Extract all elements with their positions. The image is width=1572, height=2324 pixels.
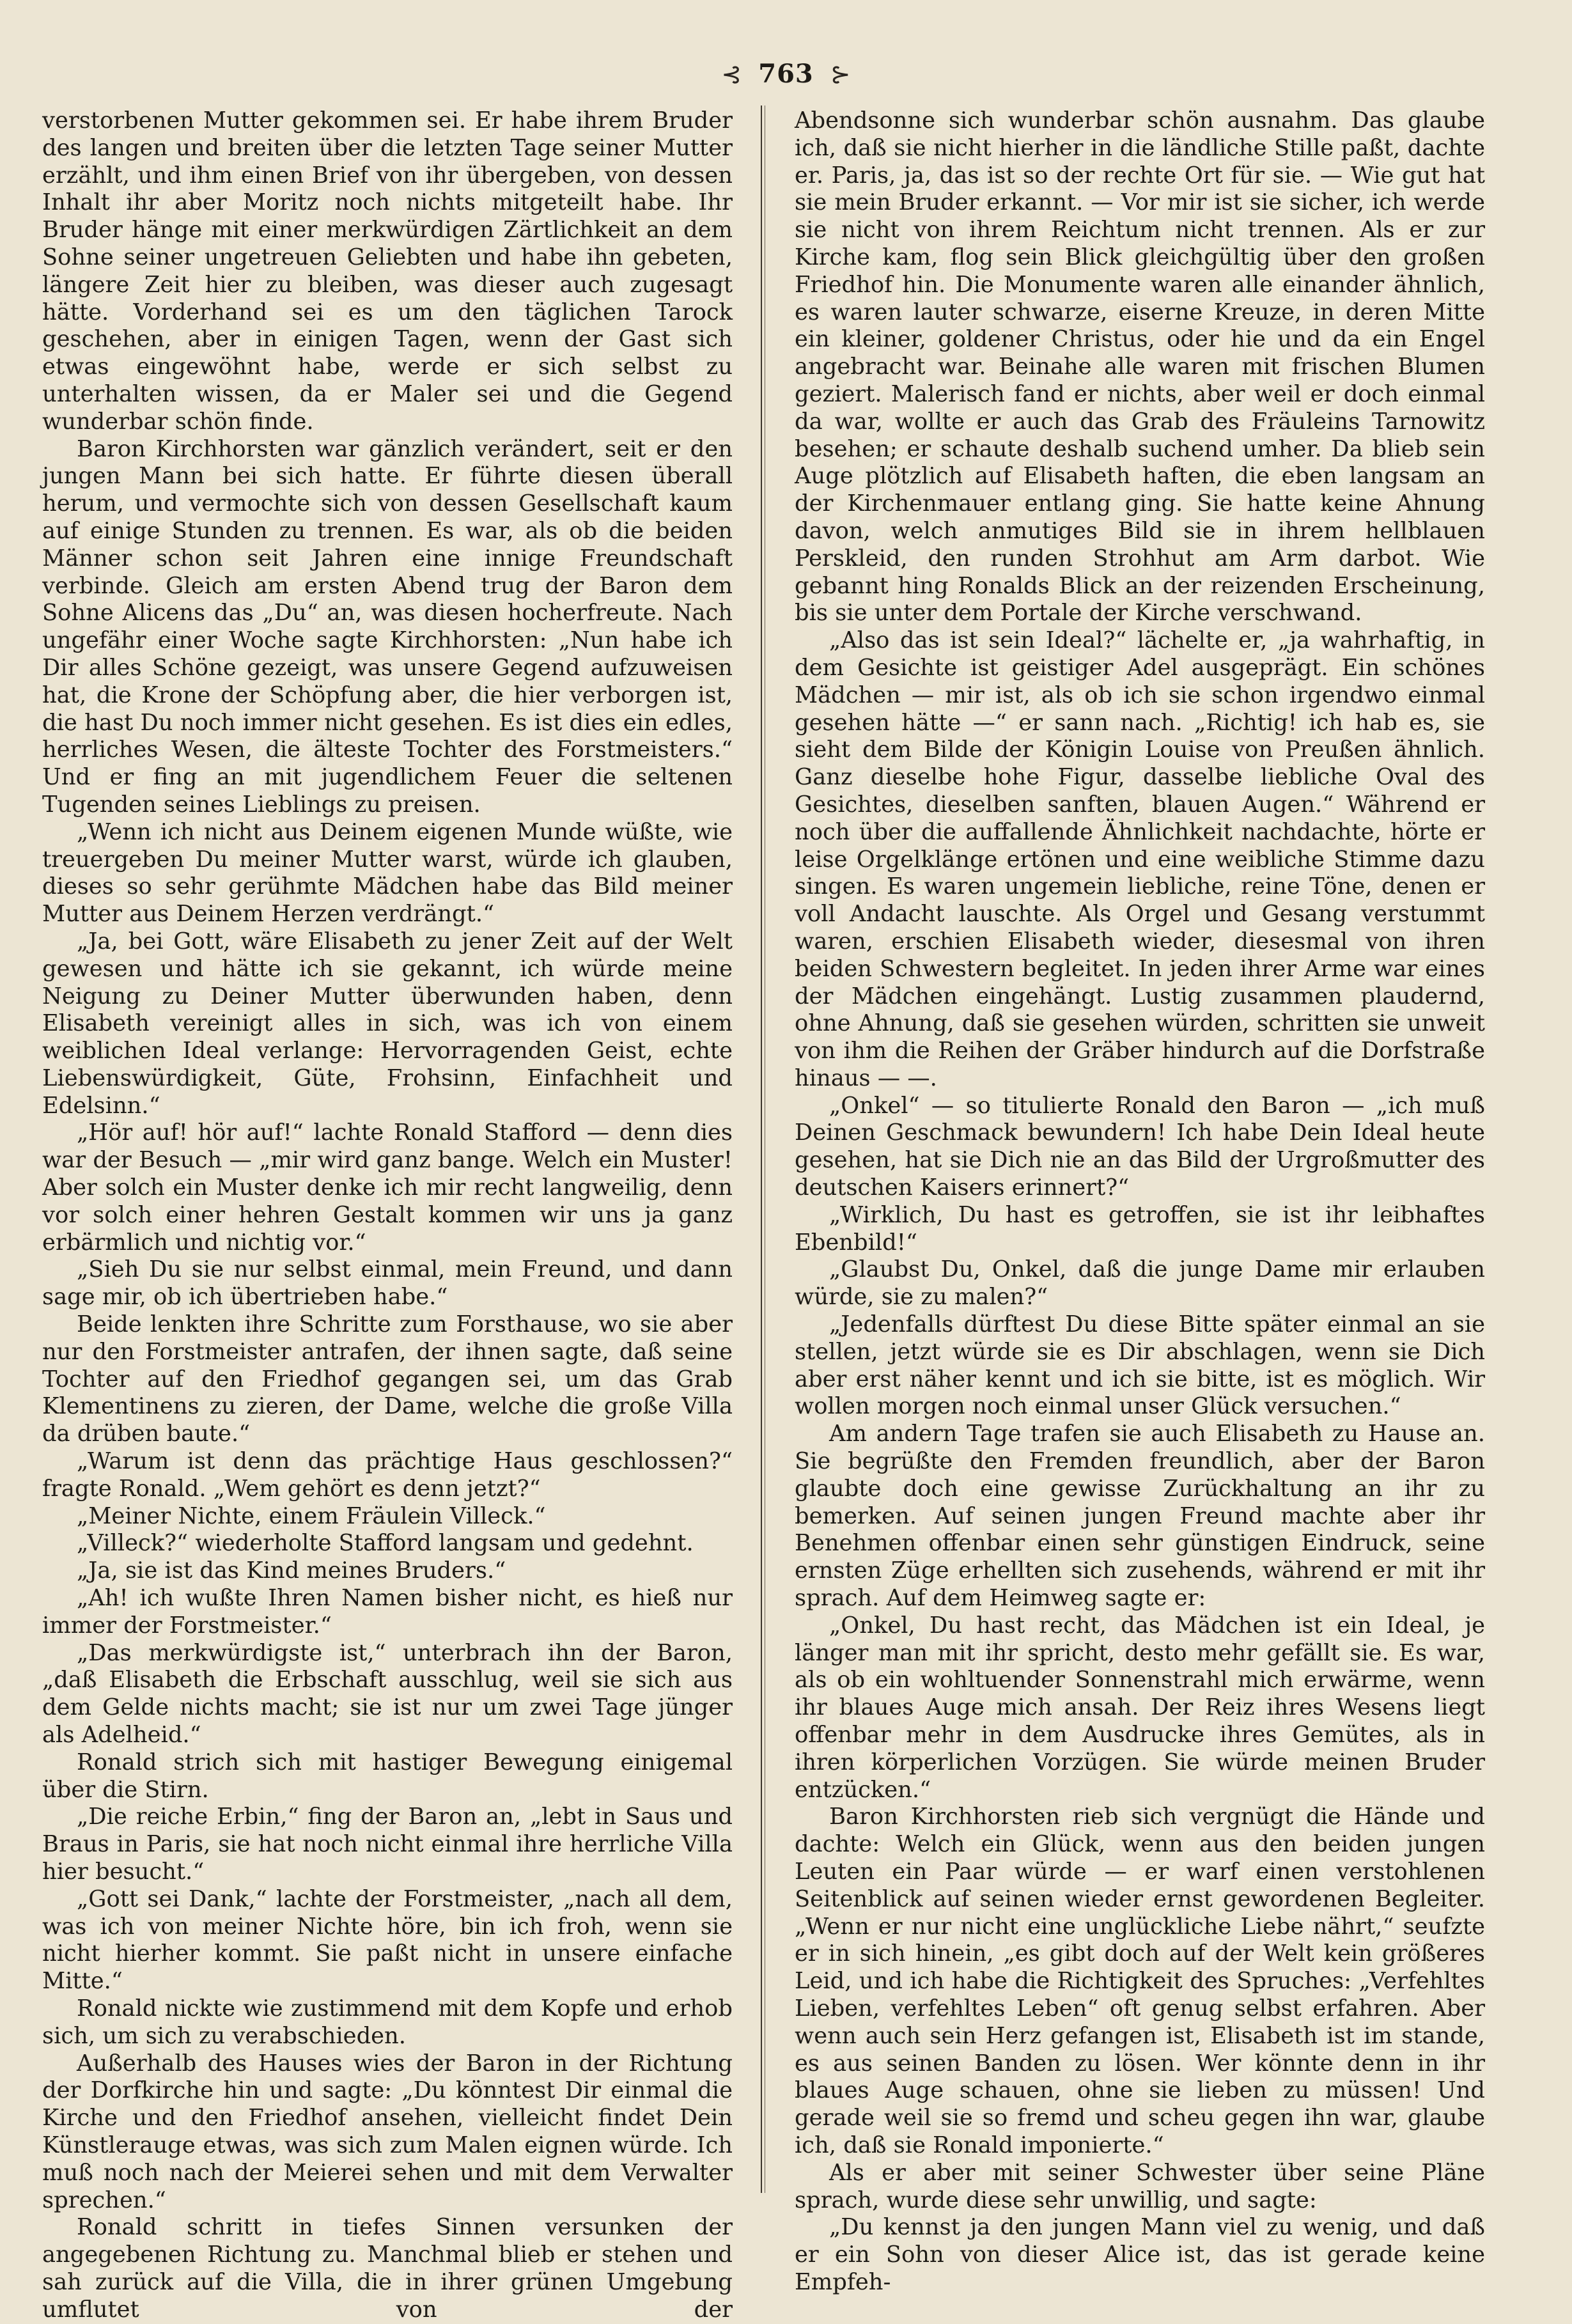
paragraph: „Onkel, Du hast recht, das Mädchen ist ein Ideal, je länger man mit ihr spricht, desto mehr gefällt sie. Es war, als ob ein wohltuender Sonnenstrahl mich erwärme, wenn ihr blaues Auge mich ansah. Der Reiz ihres Wesens liegt offenbar mehr in dem Ausdrucke ihres Gemütes, als in ihren körperlichen Vorzügen. Sie würde meinen Bruder entzücken.“ (795, 1612, 1485, 1803)
text-column-right (795, 107, 1485, 2297)
text-column-left (42, 107, 733, 2324)
paragraph: „Onkel“ — so titulierte Ronald den Baron — „ich muß Deinen Geschmack bewundern! Ich habe Dein Ideal heute gesehen, hat sie Dich nie an das Bild der Urgroßmutter des deutschen Kaisers erinnert?“ (795, 1092, 1485, 1201)
paragraph: „Ja, bei Gott, wäre Elisabeth zu jener Zeit auf der Welt gewesen und hätte ich sie gekannt, ich würde meine Neigung zu Deiner Mutter überwunden haben, denn Elisabeth vereinigt alles in sich, was ich von einem weiblichen Ideal verlange: Hervorragenden Geist, echte Liebenswürdigkeit, Güte, Frohsinn, Einfachheit und Edelsinn.“ (42, 928, 733, 1119)
paragraph: „Du kennst ja den jungen Mann viel zu wenig, und daß er ein Sohn von dieser Alice ist, das ist gerade keine Empfeh- (795, 2214, 1485, 2295)
paragraph: Ronald strich sich mit hastiger Bewegung einigemal über die Stirn. (42, 1749, 733, 1803)
paragraph: „Die reiche Erbin,“ fing der Baron an, „lebt in Saus und Braus in Paris, sie hat noch nicht einmal ihre herrliche Villa hier besucht.“ (42, 1804, 733, 1885)
paragraph: Am andern Tage trafen sie auch Elisabeth zu Hause an. Sie begrüßte den Fremden freundlich, aber der Baron glaubte doch eine gewisse Zurückhaltung an ihr zu bemerken. Auf seinen jungen Freund machte aber ihr Benehmen offenbar einen sehr günstigen Eindruck, seine ernsten Züge erhellten sich zusehends, während er mit ihr sprach. Auf dem Heimweg sagte er: (795, 1421, 1485, 1612)
paragraph: verstorbenen Mutter gekommen sei. Er habe ihrem Bruder des langen und breiten über die letzten Tage seiner Mutter erzählt, und ihm einen Brief von ihr übergeben, von dessen Inhalt ihr aber Moritz noch nichts mitgeteilt habe. Ihr Bruder hänge mit einer merkwürdigen Zärtlichkeit an dem Sohne seiner ungetreuen Geliebten und habe ihn gebeten, längere Zeit hier zu bleiben, was dieser auch zugesagt hätte. Vorderhand sei es um den täglichen Tarock geschehen, aber in einigen Tagen, wenn der Gast sich etwas eingewöhnt habe, werde er sich selbst zu unterhalten wissen, da er Maler sei und die Gegend wunderbar schön finde. (42, 107, 733, 435)
paragraph: Beide lenkten ihre Schritte zum Forsthause, wo sie aber nur den Forstmeister antrafen, der ihnen sagte, daß seine Tochter auf den Friedhof gegangen sei, um das Grab Klementinens zu zieren, der Dame, welche die große Villa da drüben baute.“ (42, 1311, 733, 1447)
paragraph: „Meiner Nichte, einem Fräulein Villeck.“ (77, 1502, 546, 1529)
paragraph: „Warum ist denn das prächtige Haus geschlossen?“ fragte Ronald. „Wem gehört es denn jetzt?“ (42, 1448, 733, 1502)
paragraph: Ronald nickte wie zustimmend mit dem Kopfe und erhob sich, um sich zu verabschieden. (42, 1995, 733, 2049)
paragraph: „Das merkwürdigste ist,“ unterbrach ihn der Baron, „daß Elisabeth die Erbschaft ausschlug, weil sie sich aus dem Gelde nichts macht; sie ist nur um zwei Tage jünger als Adelheid.“ (42, 1639, 733, 1749)
page-header (0, 59, 1572, 89)
paragraph: „Wenn ich nicht aus Deinem eigenen Munde wüßte, wie treuergeben Du meiner Mutter warst, würde ich glauben, dieses so sehr gerühmte Mädchen habe das Bild meiner Mutter aus Deinem Herzen verdrängt.“ (42, 818, 733, 928)
paragraph: Baron Kirchhorsten rieb sich vergnügt die Hände und dachte: Welch ein Glück, wenn aus den beiden jungen Leuten ein Paar würde — er warf einen verstohlenen Seitenblick auf seinen wieder ernst gewordenen Begleiter. „Wenn er nur nicht eine unglückliche Liebe nährt,“ seufzte er in sich hinein, „es gibt doch auf der Welt kein größeres Leid, und ich habe die Richtigkeit des Spruches: „Verfehltes Lieben, verfehltes Leben“ oft genug selbst erfahren. Aber wenn auch sein Herz gefangen ist, Elisabeth ist im stande, es aus seinen Banden zu lösen. Wer könnte denn in ihr blaues Auge schauen, ohne sie lieben zu müssen! Und gerade weil sie so fremd und scheu gegen ihn war, glaube ich, daß sie Ronald imponierte.“ (795, 1804, 1485, 2158)
paragraph: „Hör auf! hör auf!“ lachte Ronald Stafford — denn dies war der Besuch — „mir wird ganz bange. Welch ein Muster! Aber solch ein Muster denke ich mir recht langweilig, denn vor solch einer hehren Gestalt kommen wir uns ja ganz erbärmlich und nichtig vor.“ (42, 1119, 733, 1256)
paragraph: Abendsonne sich wunderbar schön ausnahm. Das glaube ich, daß sie nicht hierher in die ländliche Stille paßt, dachte er. Paris, ja, das ist so der rechte Ort für sie. — Wie gut hat sie mein Bruder erkannt. — Vor mir ist sie sicher, ich werde sie nicht von ihrem Reichtum nicht trennen. Als er zur Kirche kam, flog sein Blick gleichgültig über den großen Friedhof hin. Die Monumente waren alle einander ähnlich, es waren lauter schwarze, eiserne Kreuze, in deren Mitte ein kleiner, goldener Christus, oder hie und da ein Engel angebracht war. Beinahe alle waren mit frischen Blumen geziert. Malerisch fand er nichts, aber weil er doch einmal da war, wollte er auch das Grab des Fräuleins Tarnowitz besehen; er schaute deshalb suchend umher. Da blieb sein Auge plötzlich auf Elisabeth haften, die eben langsam an der Kirchenmauer entlang ging. Sie hatte keine Ahnung davon, welch anmutiges Bild sie in ihrem hellblauen Perskleid, den runden Strohhut am Arm darbot. Wie gebannt hing Ronalds Blick an der reizenden Erscheinung, bis sie unter dem Portale der Kirche verschwand. (795, 107, 1485, 627)
paragraph: „Also das ist sein Ideal?“ lächelte er, „ja wahrhaftig, in dem Gesichte ist geistiger Adel ausgeprägt. Ein schönes Mädchen — mir ist, als ob ich sie schon irgendwo einmal gesehen hätte —“ er sann nach. „Richtig! ich hab es, sie sieht dem Bilde der Königin Louise von Preußen ähnlich. Ganz dieselbe hohe Figur, dasselbe liebliche Oval des Gesichtes, dieselben sanften, blauen Augen.“ Während er noch über die auffallende Ähnlichkeit nachdachte, hörte er leise Orgelklänge ertönen und eine weibliche Stimme dazu singen. Es waren ungemein liebliche, reine Töne, denen er voll Andacht lauschte. Als Orgel und Gesang verstummt waren, erschien Elisabeth wieder, diesesmal von ihren beiden Schwestern begleitet. In jeden ihrer Arme war eines der Mädchen eingehängt. Lustig zusammen plaudernd, ohne Ahnung, daß sie gesehen würden, schritten sie unweit von ihm die Reihen der Gräber hindurch auf die Dorfstraße hinaus — —. (795, 627, 1485, 1091)
paragraph: Ronald schritt in tiefes Sinnen versunken der angegebenen Richtung zu. Manchmal blieb er stehen und sah zurück auf die Villa, die in ihrer grünen Umgebung umflutet von der (42, 2214, 733, 2323)
ornament-left-icon: ⊰ (721, 59, 742, 88)
paragraph: Als er aber mit seiner Schwester über seine Pläne sprach, wurde diese sehr unwillig, und sagte: (795, 2159, 1485, 2213)
paragraph: „Ah! ich wußte Ihren Namen bisher nicht, es hieß nur immer der Forstmeister.“ (42, 1585, 733, 1639)
page-number: 763 (758, 59, 814, 89)
column-divider (761, 105, 762, 2193)
paragraph: „Sieh Du sie nur selbst einmal, mein Freund, und dann sage mir, ob ich übertrieben habe.“ (42, 1256, 733, 1311)
paragraph: „Gott sei Dank,“ lachte der Forstmeister, „nach all dem, was ich von meiner Nichte höre, bin ich froh, wenn sie nicht hierher kommt. Sie paßt nicht in unsere einfache Mitte.“ (42, 1885, 733, 1995)
paragraph: Außerhalb des Hauses wies der Baron in der Richtung der Dorfkirche hin und sagte: „Du könntest Dir einmal die Kirche und den Friedhof ansehen, vielleicht findet Dein Künstlerauge etwas, was sich zum Malen eignen würde. Ich muß noch nach der Meierei sehen und mit dem Verwalter sprechen.“ (42, 2050, 733, 2213)
ornament-right-icon: ⊱ (830, 59, 851, 88)
paragraph: „Wirklich, Du hast es getroffen, sie ist ihr leibhaftes Ebenbild!“ (795, 1201, 1485, 1256)
paragraph: „Villeck?“ wiederholte Stafford langsam und gedehnt. (77, 1530, 694, 1557)
paragraph: „Jedenfalls dürftest Du diese Bitte später einmal an sie stellen, jetzt würde sie es Dir abschlagen, wenn sie Dich aber erst näher kennt und ich sie bitte, ist es möglich. Wir wollen morgen noch einmal unser Glück versuchen.“ (795, 1311, 1485, 1420)
paragraph: „Ja, sie ist das Kind meines Bruders.“ (77, 1557, 506, 1584)
paragraph: „Glaubst Du, Onkel, daß die junge Dame mir erlauben würde, sie zu malen?“ (795, 1256, 1485, 1311)
paragraph: Baron Kirchhorsten war gänzlich verändert, seit er den jungen Mann bei sich hatte. Er führte diesen überall herum, und vermochte sich von dessen Gesellschaft kaum auf einige Stunden zu trennen. Es war, als ob die beiden Männer schon seit Jahren eine innige Freundschaft verbinde. Gleich am ersten Abend trug der Baron dem Sohne Alicens das „Du“ an, was diesen hocherfreute. Nach ungefähr einer Woche sagte Kirchhorsten: „Nun habe ich Dir alles Schöne gezeigt, was unsere Gegend aufzuweisen hat, die Krone der Schöpfung aber, die hier verborgen ist, die hast Du noch immer nicht gesehen. Es ist dies ein edles, herrliches Wesen, die älteste Tochter des Forstmeisters.“ Und er fing an mit jugendlichem Feuer die seltenen Tugenden seines Lieblings zu preisen. (42, 435, 733, 818)
